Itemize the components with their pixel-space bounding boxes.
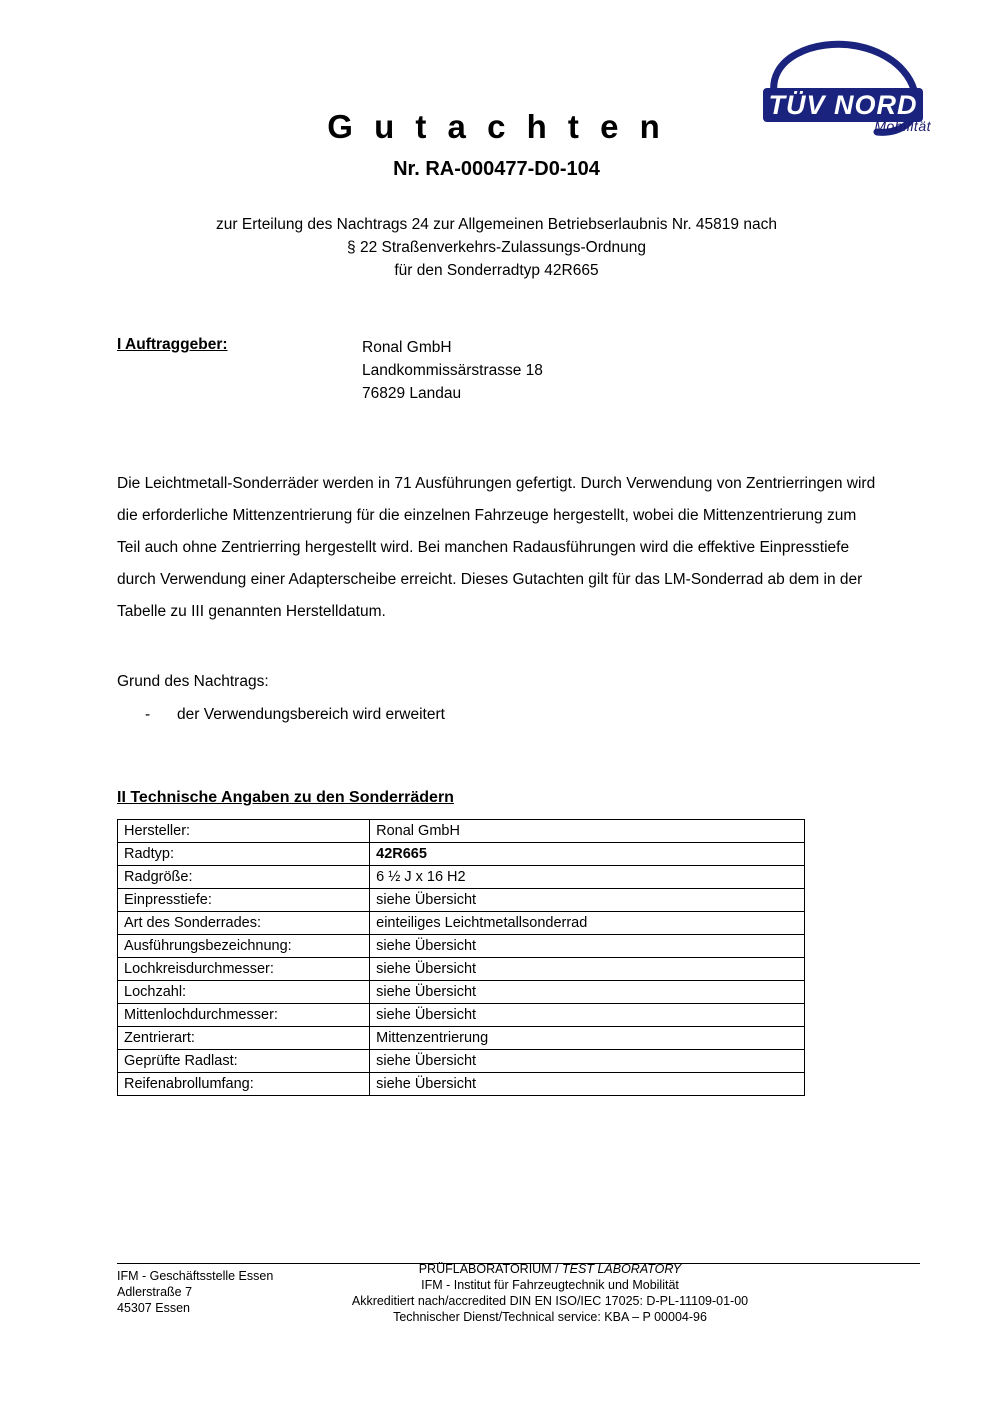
spec-key: Lochzahl:: [118, 981, 370, 1004]
spec-value: siehe Übersicht: [370, 1050, 805, 1073]
spec-key: Einpresstiefe:: [118, 889, 370, 912]
reason-item-text: der Verwendungsbereich wird erweitert: [177, 706, 445, 723]
spec-key: Art des Sonderrades:: [118, 912, 370, 935]
client-street: Landkommissärstrasse 18: [362, 362, 543, 379]
intro-line-2: § 22 Straßenverkehrs-Zulassungs-Ordnung: [347, 239, 646, 256]
table-row: [118, 843, 805, 866]
table-row: [118, 866, 805, 889]
footer-address-line-2: Adlerstraße 7: [117, 1285, 193, 1299]
client-address: [362, 336, 543, 405]
spec-value: 42R665: [370, 843, 805, 866]
footer-lab-line-3: Akkreditiert nach/accredited DIN EN ISO/IEC 17025: D-PL-11109-01-00: [351, 1294, 749, 1308]
body-paragraph: Die Leichtmetall-Sonderräder werden in 71 Ausführungen gefertigt. Durch Verwendung von Zentrierringen wird die erforderliche Mittenzentrierung für die einzelnen Fahrzeuge hergestellt, wobei die Mittenzentrierung zum Teil auch ohne Zentrierring hergestellt wird. Bei manchen Radausführungen wird die effektive Einpresstiefe durch Verwendung einer Adapterscheibe erreicht. Dieses Gutachten gilt für das LM-Sonderrad ab dem in der Tabelle zu III genannten Herstelldatum.: [117, 475, 876, 620]
table-row: [118, 1027, 805, 1050]
footer-lab-info: [250, 1261, 850, 1325]
table-row: [118, 1050, 805, 1073]
table-row: [118, 981, 805, 1004]
spec-value: siehe Übersicht: [370, 958, 805, 981]
footer-address-line-1: IFM - Geschäftsstelle Essen: [117, 1269, 274, 1283]
spec-value: siehe Übersicht: [370, 889, 805, 912]
section-ii-heading: II Technische Angaben zu den Sonderrädern: [117, 789, 454, 806]
spec-value: Mittenzentrierung: [370, 1027, 805, 1050]
client-company: Ronal GmbH: [362, 339, 452, 356]
svg-text:TÜV NORD: TÜV NORD: [768, 90, 918, 120]
spec-value: einteiliges Leichtmetallsonderrad: [370, 912, 805, 935]
client-city: 76829 Landau: [362, 385, 462, 402]
reason-heading: Grund des Nachtrags:: [117, 673, 269, 690]
spec-value: siehe Übersicht: [370, 1073, 805, 1096]
spec-value: siehe Übersicht: [370, 1004, 805, 1027]
table-row: [118, 889, 805, 912]
document-number: Nr. RA-000477-D0-104: [393, 158, 600, 180]
technical-specs-body: [118, 820, 805, 1096]
logo-subtitle: Mobilität: [874, 118, 931, 134]
spec-key: Reifenabrollumfang:: [118, 1073, 370, 1096]
spec-value: 6 ½ J x 16 H2: [370, 866, 805, 889]
table-row: [118, 958, 805, 981]
page-title: G u t a c h t e n: [327, 108, 666, 145]
section-i-heading: I Auftraggeber:: [117, 336, 228, 353]
spec-key: Hersteller:: [118, 820, 370, 843]
footer-lab-line-4: Technischer Dienst/Technical service: KBA – P 00004-96: [393, 1310, 707, 1324]
technical-specs-table: [117, 819, 805, 1096]
intro-line-3: für den Sonderradtyp 42R665: [394, 262, 599, 279]
footer-lab-line-1-de: PRÜFLABORATORIUM /: [418, 1262, 563, 1276]
intro-lines: [0, 213, 993, 259]
spec-value: siehe Übersicht: [370, 935, 805, 958]
table-row: [118, 935, 805, 958]
spec-key: Geprüfte Radlast:: [118, 1050, 370, 1073]
footer-lab-line-1-en: TEST LABORATORY: [562, 1262, 682, 1276]
footer-lab-line-2: IFM - Institut für Fahrzeugtechnik und Mobilität: [421, 1278, 679, 1292]
spec-key: Zentrierart:: [118, 1027, 370, 1050]
table-row: [118, 912, 805, 935]
spec-key: Radgröße:: [118, 866, 370, 889]
spec-key: Ausführungsbezeichnung:: [118, 935, 370, 958]
spec-key: Radtyp:: [118, 843, 370, 866]
table-row: [118, 820, 805, 843]
spec-value: siehe Übersicht: [370, 981, 805, 1004]
spec-value: Ronal GmbH: [370, 820, 805, 843]
spec-key: Lochkreisdurchmesser:: [118, 958, 370, 981]
table-row: [118, 1073, 805, 1096]
reason-list-item: [145, 706, 845, 724]
table-row: [118, 1004, 805, 1027]
footer-lab-line-1: [250, 1261, 850, 1277]
spec-key: Mittenlochdurchmesser:: [118, 1004, 370, 1027]
intro-line-1: zur Erteilung des Nachtrags 24 zur Allgemeinen Betriebserlaubnis Nr. 45819 nach: [216, 216, 777, 233]
reason-bullet-dash: -: [145, 706, 151, 723]
footer-address-line-3: 45307 Essen: [117, 1301, 190, 1315]
